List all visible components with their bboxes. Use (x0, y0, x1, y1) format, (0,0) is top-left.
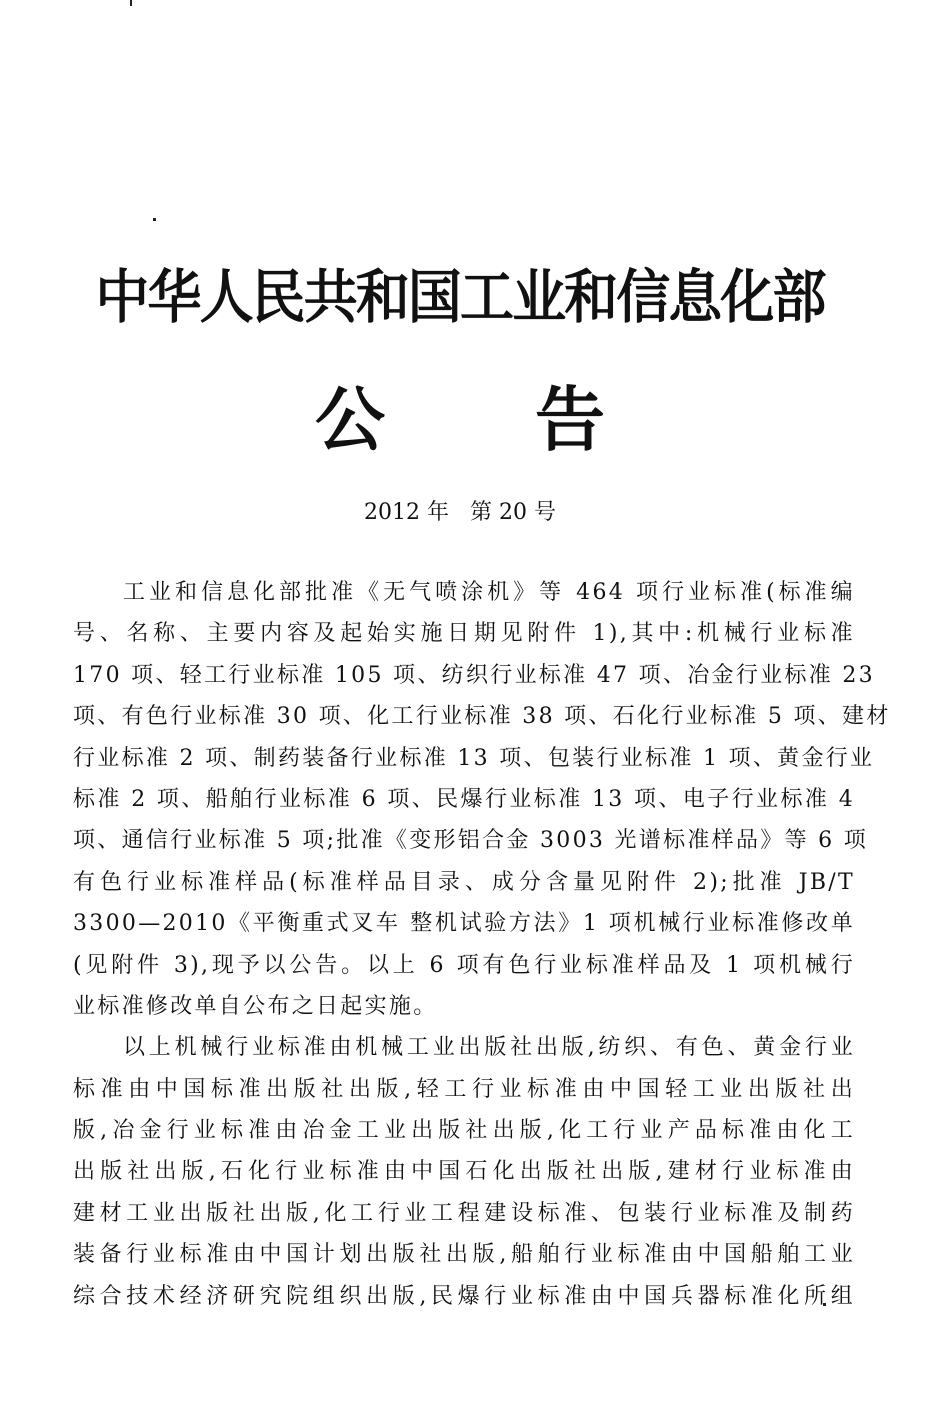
text-line: 以上机械行业标准由机械工业出版社出版,纺织、有色、黄金行业 (123, 1035, 855, 1061)
paragraph-1 (73, 572, 891, 1027)
text-line: 建材工业出版社出版,化工行业工程建设标准、包装行业标准及制药 (73, 1200, 855, 1226)
text-line: 有色行业标准样品(标准样品目录、成分含量见附件 2);批准 JB/T (73, 869, 855, 895)
document-type-heading: 公告 (315, 379, 755, 461)
text-line: 综合技术经济研究院组织出版,民爆行业标准由中国兵器标准化所组 (73, 1283, 855, 1309)
text-line: 3300—2010《平衡重式叉车 整机试验方法》1 项机械行业标准修改单 (73, 911, 855, 937)
scan-mark (130, 0, 132, 6)
organization-title: 中华人民共和国工业和信息化部 (95, 263, 825, 331)
text-line: 版,冶金行业标准由冶金工业出版社出版,化工行业产品标准由化工 (73, 1118, 855, 1144)
text-line: 170 项、轻工行业标准 105 项、纺织行业标准 47 项、冶金行业标准 23 (73, 662, 875, 688)
text-line: 业标准修改单自公布之日起实施。 (73, 993, 438, 1019)
announcement-body (73, 572, 891, 1317)
text-line: 项、有色行业标准 30 项、化工行业标准 38 项、石化行业标准 5 项、建材 (73, 704, 891, 730)
text-line: 标准由中国标准出版社出版,轻工行业标准由中国轻工业出版社出 (73, 1076, 855, 1102)
paragraph-2 (73, 1027, 855, 1317)
text-line: 标准 2 项、船舶行业标准 6 项、民爆行业标准 13 项、电子行业标准 4 (73, 786, 855, 812)
text-line: 号、名称、主要内容及起始实施日期见附件 1),其中:机械行业标准 (73, 621, 855, 647)
text-line: 工业和信息化部批准《无气喷涂机》等 464 项行业标准(标准编 (123, 580, 855, 605)
text-line: 行业标准 2 项、制药装备行业标准 13 项、包装行业标准 1 项、黄金行业 (73, 745, 875, 771)
text-line: 项、通信行业标准 5 项;批准《变形铝合金 3003 光谱标准样品》等 6 项 (73, 828, 869, 854)
text-line: 出版社出版,石化行业标准由中国石化出版社出版,建材行业标准由 (73, 1159, 855, 1185)
document-number: 2012 年 第 20 号 (364, 500, 556, 525)
scan-mark (153, 218, 156, 221)
text-line: 装备行业标准由中国计划出版社出版,船舶行业标准由中国船舶工业 (73, 1242, 855, 1268)
text-line: (见附件 3),现予以公告。以上 6 项有色行业标准样品及 1 项机械行 (73, 952, 855, 978)
